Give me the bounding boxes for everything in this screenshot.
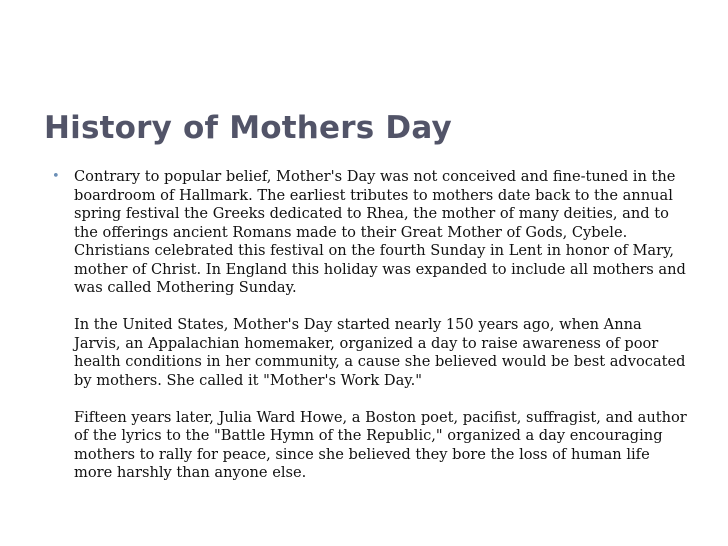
bullet-text: [74, 168, 692, 483]
paragraph-julia-ward-howe: Fifteen years later, Julia Ward Howe, a Boston poet, pacifist, suffragist, and author of the lyrics to the "Battle Hymn of the Republic," organized a day encouraging mothers to rally for peace, since she believed they bore the loss of human life more harshly than anyone else.: [74, 408, 687, 481]
paragraph-anna-jarvis: In the United States, Mother's Day started nearly 150 years ago, when Anna Jarvis, an Appalachian homemaker, organized a day to raise awareness of poor health conditions in her community, a cause she believed would be best advocated by mothers. She called it "Mother's Work Day.": [74, 316, 686, 389]
slide-title: History of Mothers Day: [44, 110, 452, 146]
bullet-dot-icon: •: [52, 169, 60, 184]
paragraph-origins: Contrary to popular belief, Mother's Day was not conceived and fine-tuned in the boardroom of Hallmark. The earliest tributes to mothers date back to the annual spring festival the Greeks dedicated to Rhea, the mother of many deities, and to the offerings ancient Romans made to their Great Mother of Gods, Cybele. Christians celebrated this festival on the fourth Sunday in Lent in honor of Mary, mother of Christ. In England this holiday was expanded to include all mothers and was called Mothering Sunday.: [74, 168, 686, 296]
slide-body: [52, 168, 692, 483]
